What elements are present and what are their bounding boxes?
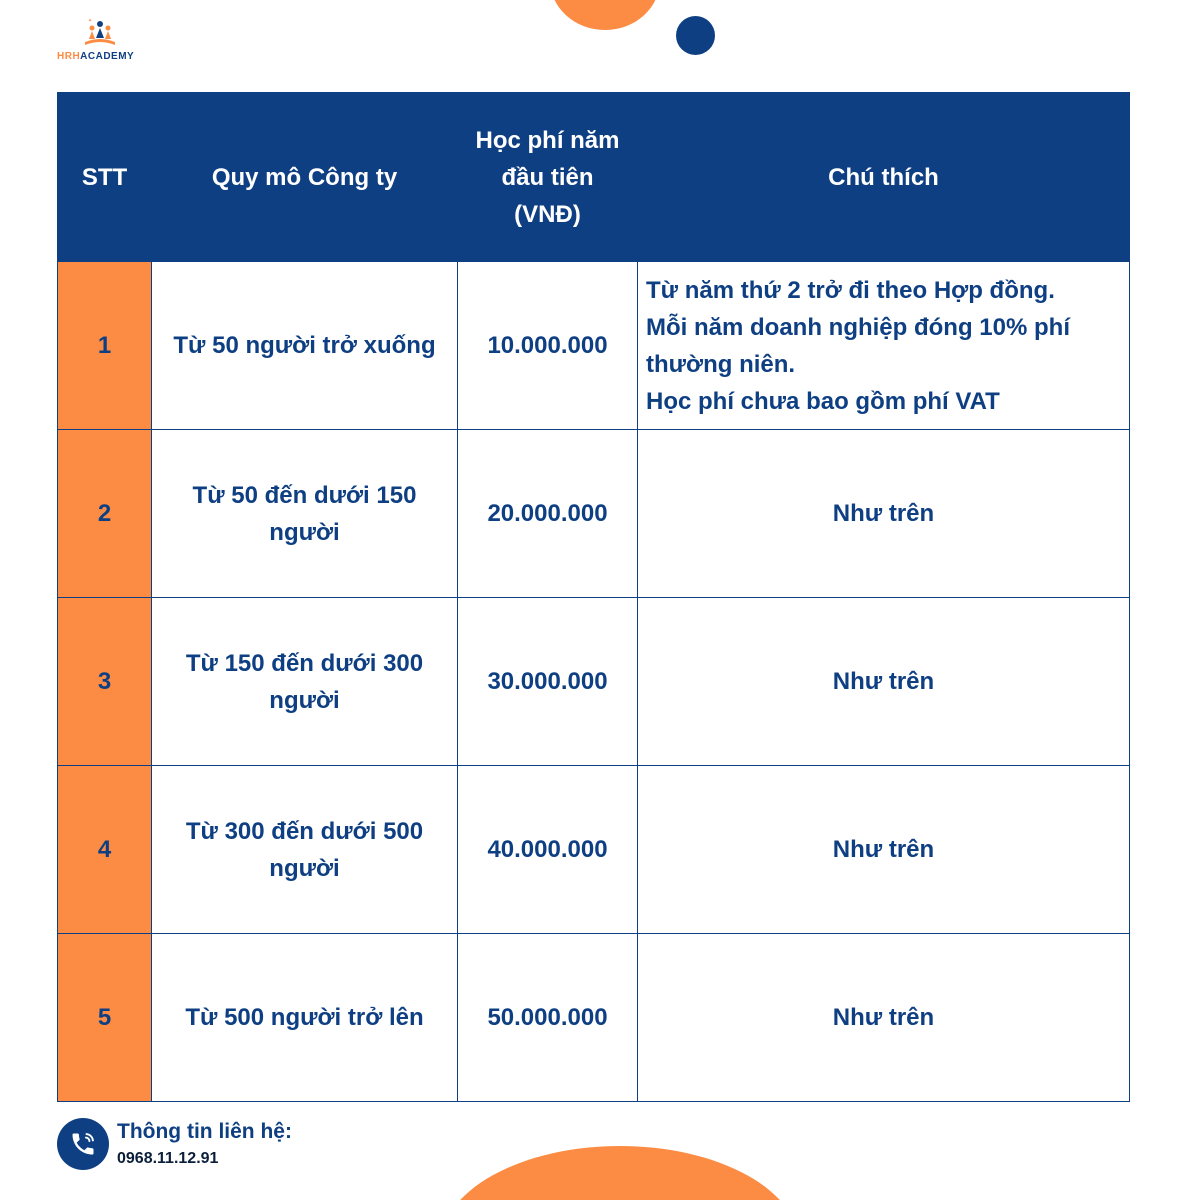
tuition-fee-table — [57, 92, 1130, 1102]
fee-cell: 50.000.000 — [458, 934, 638, 1102]
table-row — [58, 598, 1130, 766]
decorative-orange-circle-top — [550, 0, 660, 30]
header-stt: STT — [58, 93, 152, 262]
contact-label: Thông tin liên hệ: — [117, 1120, 292, 1143]
svg-text:✦: ✦ — [88, 18, 93, 24]
company-scale-cell: Từ 150 đến dưới 300 người — [152, 598, 458, 766]
header-note: Chú thích — [638, 93, 1130, 262]
header-first-year-fee — [458, 93, 638, 262]
fee-cell: 10.000.000 — [458, 262, 638, 430]
note-line: Học phí chưa bao gồm phí VAT — [646, 387, 1000, 415]
note-line: Mỗi năm doanh nghiệp đóng 10% phí thường niên. — [646, 313, 1070, 378]
stt-cell: 2 — [58, 430, 152, 598]
note-cell: Như trên — [638, 934, 1130, 1102]
company-scale-cell: Từ 300 đến dưới 500 người — [152, 766, 458, 934]
phone-icon[interactable] — [57, 1118, 109, 1170]
header-fee-line: đầu tiên — [501, 163, 594, 191]
fee-cell: 40.000.000 — [458, 766, 638, 934]
stt-cell: 1 — [58, 262, 152, 430]
note-line: Từ năm thứ 2 trở đi theo Hợp đồng. — [646, 276, 1055, 304]
table-row — [58, 430, 1130, 598]
table-header-row — [58, 93, 1130, 262]
company-scale-cell: Từ 50 người trở xuống — [152, 262, 458, 430]
decorative-orange-circle-bottom — [440, 1146, 800, 1200]
academy-logo-icon — [82, 18, 118, 50]
stt-cell: 3 — [58, 598, 152, 766]
note-cell — [638, 262, 1130, 430]
company-scale-cell: Từ 500 người trở lên — [152, 934, 458, 1102]
stt-cell: 5 — [58, 934, 152, 1102]
contact-phone-number[interactable]: 0968.11.12.91 — [117, 1150, 219, 1167]
fee-cell: 30.000.000 — [458, 598, 638, 766]
brand-logo — [57, 18, 147, 73]
header-fee-line: Học phí năm — [475, 126, 620, 154]
header-company-scale: Quy mô Công ty — [152, 93, 458, 262]
company-scale-cell: Từ 50 đến dưới 150 người — [152, 430, 458, 598]
note-cell: Như trên — [638, 766, 1130, 934]
logo-wordmark: HRHACADEMY — [57, 51, 135, 62]
table-row — [58, 766, 1130, 934]
stt-cell: 4 — [58, 766, 152, 934]
header-fee-line: (VNĐ) — [514, 200, 581, 228]
note-cell: Như trên — [638, 430, 1130, 598]
note-cell: Như trên — [638, 598, 1130, 766]
decorative-blue-dot — [676, 16, 715, 55]
fee-cell: 20.000.000 — [458, 430, 638, 598]
table-row — [58, 262, 1130, 430]
table-row — [58, 934, 1130, 1102]
